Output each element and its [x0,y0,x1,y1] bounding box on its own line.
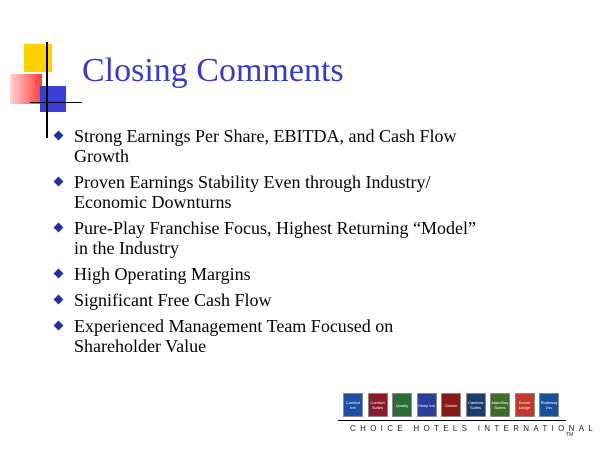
diamond-bullet-icon [54,177,64,187]
corporate-name: CHOICE HOTELS INTERNATIONAL [350,424,598,433]
bullet-text-line: in the Industry [74,238,179,258]
bullet-text-line: Growth [74,146,129,166]
diamond-bullet-icon [54,269,64,279]
brand-divider [338,420,566,421]
diamond-bullet-icon [54,295,64,305]
bullet-item [52,126,562,166]
diamond-bullet-icon [54,223,64,233]
bullet-text-line: Shareholder Value [74,336,207,356]
bullet-item [52,290,562,310]
diamond-bullet-icon [54,131,64,141]
brand-logo: Cambria Suites [466,393,486,417]
bullet-item [52,316,562,356]
bullet-item [52,264,562,284]
horizontal-rule [30,102,82,103]
bullet-text-line: Economic Downturns [74,192,232,212]
brand-logo-strip [343,393,563,417]
bullet-text-line: High Operating Margins [74,264,251,284]
brand-logo: Clarion [441,393,461,417]
brand-logo: Rodeway Inn [539,393,559,417]
bullet-item [52,172,562,212]
vertical-rule [46,42,48,138]
bullet-text-line: Proven Earnings Stability Even through Industry/ [74,172,431,192]
red-square [10,74,42,104]
diamond-bullet-icon [54,321,64,331]
blue-square [40,86,66,112]
bullet-text-line: Pure-Play Franchise Focus, Highest Returning “Model” [74,218,476,238]
bullet-text-line: Experienced Management Team Focused on [74,316,394,336]
slide-title: Closing Comments [82,52,344,89]
brand-logo: Comfort Inn [343,393,363,417]
trademark-mark: TM [566,432,574,438]
bullet-text-line: Strong Earnings Per Share, EBITDA, and Cash Flow [74,126,457,146]
bullet-text-line: Significant Free Cash Flow [74,290,272,310]
brand-logo: Sleep Inn [417,393,437,417]
brand-logo: Econo Lodge [515,393,535,417]
corner-decoration [0,30,90,120]
brand-logo: Quality [392,393,412,417]
brand-logo: MainStay Suites [490,393,510,417]
bullet-item [52,218,562,258]
bullet-list [52,126,562,362]
brand-logo: Comfort Suites [368,393,388,417]
